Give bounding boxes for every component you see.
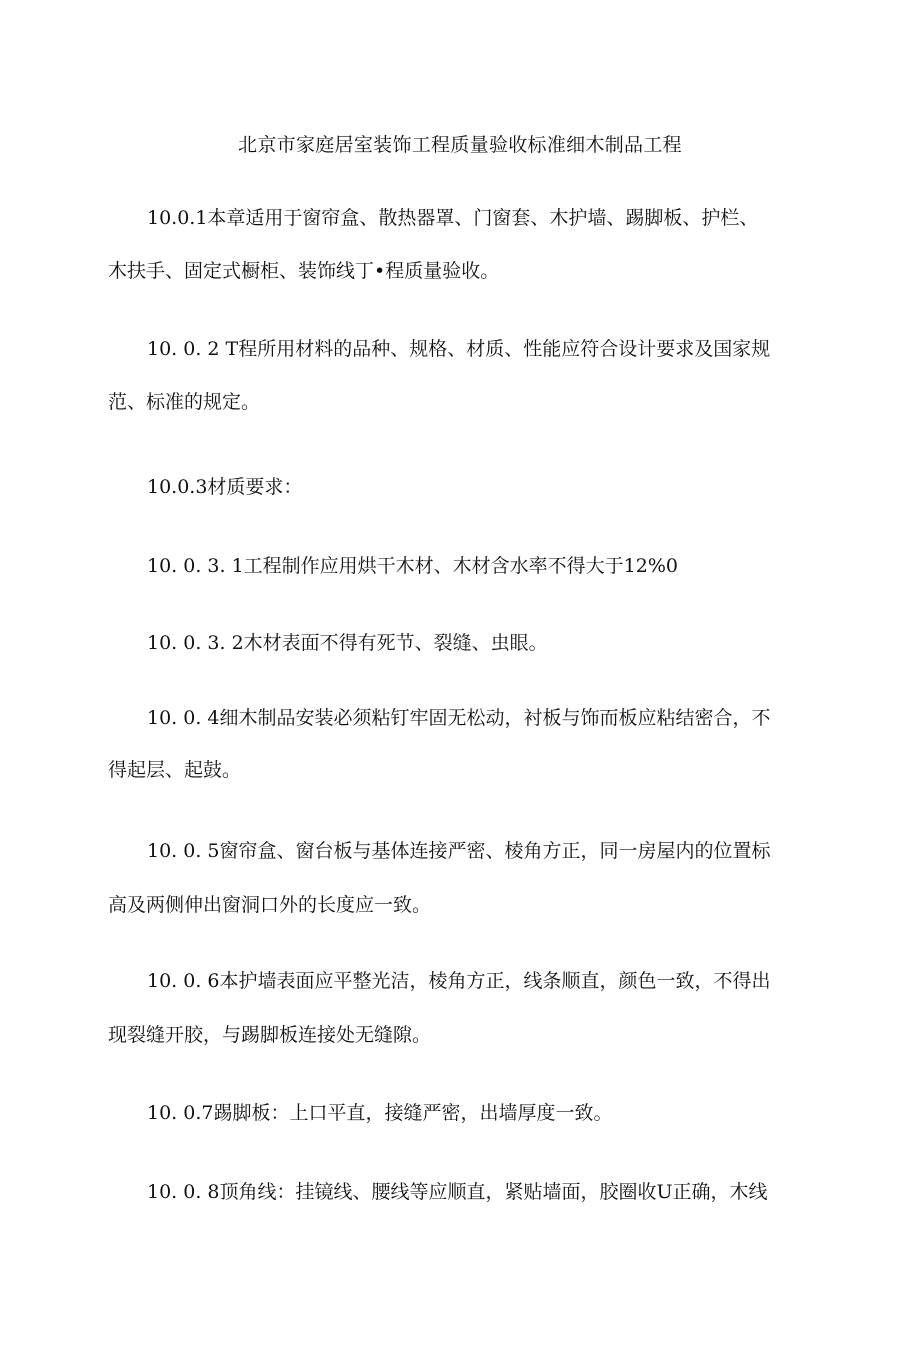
clause-10-0-1-line-2: 木扶手、固定式橱柜、装饰线丁•程质量验收。 bbox=[108, 260, 500, 282]
clause-10-0-7: 10. 0.7踢脚板：上口平直，接缝严密，出墙厚度一致。 bbox=[147, 1102, 613, 1124]
clause-10-0-5-line-1: 10. 0. 5窗帘盒、窗台板与基体连接严密、棱角方正，同一房屋内的位置标 bbox=[147, 840, 771, 862]
clause-10-0-4-line-2: 得起层、起鼓。 bbox=[108, 759, 242, 781]
clause-10-0-5-line-2: 高及两侧伸出窗洞口外的长度应一致。 bbox=[108, 894, 432, 916]
clause-10-0-6-line-2: 现裂缝开胶，与踢脚板连接处无缝隙。 bbox=[108, 1024, 432, 1046]
clause-10-0-3: 10.0.3材质要求： bbox=[147, 476, 303, 498]
document-title: 北京市家庭居室装饰工程质量验收标准细木制品工程 bbox=[238, 134, 682, 156]
clause-10-0-2-line-1: 10. 0. 2 T程所用材料的品种、规格、材质、性能应符合设计要求及国家规 bbox=[147, 338, 771, 360]
clause-10-0-4-line-1: 10. 0. 4细木制品安装必须粘钉牢固无松动，衬板与饰而板应粘结密合，不 bbox=[147, 707, 771, 729]
clause-10-0-2-line-2: 范、标准的规定。 bbox=[108, 391, 261, 413]
clause-10-0-1-line-1: 10.0.1本章适用于窗帘盒、散热器罩、门窗套、木护墙、踢脚板、护栏、 bbox=[147, 207, 759, 229]
clause-10-0-3-1: 10. 0. 3. 1工程制作应用烘干木材、木材含水率不得大于12%0 bbox=[147, 555, 678, 577]
clause-10-0-3-2: 10. 0. 3. 2木材表面不得有死节、裂缝、虫眼。 bbox=[147, 632, 548, 654]
clause-10-0-8-line-1: 10. 0. 8顶角线：挂镜线、腰线等应顺直，紧贴墙面，胶圈收U正确，木线 bbox=[147, 1181, 768, 1203]
clause-10-0-6-line-1: 10. 0. 6本护墙表面应平整光洁，棱角方正，线条顺直，颜色一致，不得出 bbox=[147, 970, 771, 992]
